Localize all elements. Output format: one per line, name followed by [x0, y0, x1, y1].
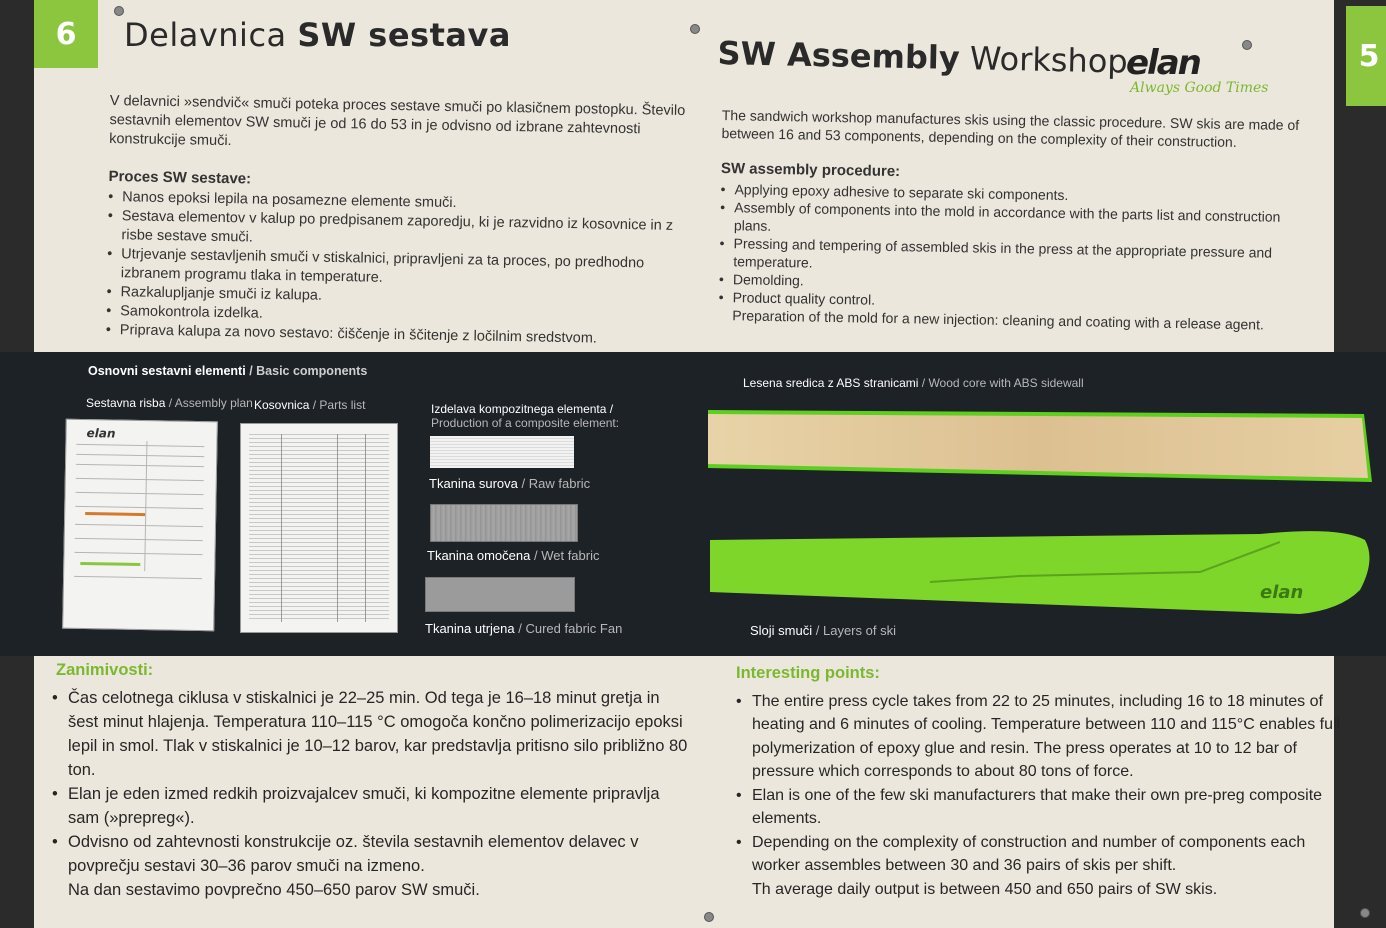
ski-layers-caption: Sloji smuči / Layers of ski: [750, 623, 896, 638]
procedure-title-en: SW assembly procedure:: [720, 159, 901, 181]
assembly-plan-caption: Sestavna risba / Assembly plan: [86, 396, 253, 410]
list-item: • Applying epoxy adhesive to separate ski components.: [720, 180, 1320, 208]
composite-caption-en: Production of a composite element:: [431, 416, 620, 430]
parts-list-caption: Kosovnica / Parts list: [254, 398, 366, 412]
components-title: Osnovni sestavni elementi / Basic components: [88, 364, 368, 378]
parts-list-caption-sl: Kosovnica: [254, 398, 310, 412]
interesting-points-title-en: Interesting points:: [736, 664, 880, 682]
next-panel-number-badge: 5: [1346, 6, 1386, 106]
procedure-title-sl: Proces SW sestave:: [108, 167, 252, 188]
intro-sl: V delavnici »sendvič« smuči poteka proces sestave smuči po klasičnem postopku. Število sestavnih elementov SW smuči je od 16 do 53 in je odvisno od izbrane zahtevnosti konstrukcije smuči.: [109, 92, 686, 150]
mounting-screw: [704, 912, 714, 922]
description-slovenian: [106, 92, 690, 350]
parts-list-sheet: [240, 423, 398, 633]
title-sl-bold: SW sestava: [297, 16, 511, 54]
raw-fabric-caption-sl: Tkanina surova: [429, 476, 518, 491]
list-item: • Čas celotnega ciklusa v stiskalnici je 22–25 min. Od tega je 16–18 minut gretja in šest minut hlajenja. Temperatura 110–115 °C omogoča končno polimerizacijo epoksi lepil in smol. Tlak v stiskalnici je 10–12 barov, kar predstavlja pritisno silo približno 80 ton.: [50, 686, 690, 782]
interesting-points-slovenian: [50, 658, 690, 902]
elan-logo-tagline: Always Good Times: [1130, 80, 1269, 96]
list-item: • Odvisno od zahtevnosti konstrukcije oz. števila sestavnih elementov delavec v povprečju sestavi 30–36 parov smuči na izmeno.: [50, 830, 690, 878]
raw-fabric-swatch: [430, 436, 574, 468]
mounting-screw: [1242, 40, 1252, 50]
list-item: • Razkalupljanje smuči iz kalupa.: [106, 283, 686, 312]
mounting-screw: [114, 6, 124, 16]
elan-logo-word: elan: [1126, 43, 1200, 83]
interesting-list-en: [734, 690, 1354, 902]
ski-layers-caption-en: Layers of ski: [822, 623, 896, 638]
components-title-sl: Osnovni sestavni elementi: [88, 364, 246, 378]
assembly-plan-sheet: [62, 419, 218, 632]
interesting-list-sl: [50, 686, 690, 902]
assembly-plan-caption-en: Assembly plan: [174, 396, 253, 410]
title-english: [717, 34, 1128, 81]
list-item: • Depending on the complexity of construction and number of components each worker assembles between 30 and 36 pairs of skis per shift.: [734, 831, 1354, 878]
parts-list-caption-en: Parts list: [319, 398, 366, 412]
title-en-light: Workshop: [969, 39, 1129, 81]
procedure-list-en: [718, 180, 1320, 334]
list-item: • Nanos epoksi lepila na posamezne elemente smuči.: [108, 188, 688, 217]
cured-fabric-caption: Tkanina utrjena / Cured fabric Fan: [425, 621, 623, 636]
wet-fabric-caption: Tkanina omočena / Wet fabric: [427, 548, 600, 563]
list-item: • Utrjevanje sestavljenih smuči v stiskalnici, pripravljeni za ta proces, po predhodno izbranem programu tlaka in temperature.: [107, 245, 688, 293]
procedure-list-sl: [106, 188, 689, 350]
composite-caption-sl: Izdelava kompozitnega elementa /: [431, 402, 614, 416]
panel-number-badge: 6: [34, 0, 98, 68]
description-english: [718, 106, 1322, 334]
elan-logo: [1126, 43, 1276, 96]
list-item: • Elan je eden izmed redkih proizvajalcev smuči, ki kompozitne elemente pripravlja sam (»prepreg«).: [50, 782, 690, 830]
wood-core-caption: Lesena sredica z ABS stranicami / Wood core with ABS sidewall: [743, 376, 1084, 390]
cured-fabric-caption-en: Cured fabric Fan: [525, 621, 623, 636]
list-item: • Pressing and tempering of assembled skis in the press at the appropriate pressure and temperature.: [719, 234, 1320, 280]
wet-fabric-caption-sl: Tkanina omočena: [427, 548, 531, 563]
wood-core-shape: [708, 410, 1372, 482]
wood-core-caption-en: Wood core with ABS sidewall: [928, 376, 1084, 390]
ski-logo: elan: [1260, 582, 1304, 603]
cured-fabric-caption-sl: Tkanina utrjena: [425, 621, 515, 636]
list-item: • Sestava elementov v kalup po predpisanem zaporedju, ki je razvidno iz kosovnice in z risbe sestave smuči.: [107, 207, 688, 255]
mounting-screw: [690, 24, 700, 34]
title-en-bold: SW Assembly: [717, 34, 961, 78]
ski-illustration: [700, 400, 1376, 620]
title-sl-light: Delavnica: [124, 16, 287, 54]
list-item: • Demolding.: [719, 270, 1319, 298]
list-item: Preparation of the mold for a new injection: cleaning and coating with a release agent.: [732, 307, 1264, 333]
list-item: Th average daily output is between 450 and 650 pairs of SW skis.: [752, 880, 1218, 898]
list-item: • Elan is one of the few ski manufacturers that make their own pre-preg composite elements.: [734, 784, 1354, 831]
assembly-plan-caption-sl: Sestavna risba: [86, 396, 166, 410]
interesting-points-english: [734, 662, 1354, 901]
title-slovenian: [124, 16, 511, 54]
intro-en: The sandwich workshop manufactures skis using the classic procedure. SW skis are made of between 16 and 53 components, depending on the complexity of their construction.: [721, 106, 1300, 150]
ski-layers-caption-sl: Sloji smuči: [750, 623, 813, 638]
list-item: • Priprava kalupa za novo sestavo: čiščenje in ščitenje z ločilnim sredstvom.: [106, 321, 686, 350]
wood-core-caption-sl: Lesena sredica z ABS stranicami: [743, 376, 919, 390]
composite-caption: [431, 402, 619, 430]
raw-fabric-caption: Tkanina surova / Raw fabric: [429, 476, 591, 491]
interesting-points-title-sl: Zanimivosti:: [56, 661, 154, 679]
cured-fabric-swatch: [425, 577, 575, 612]
raw-fabric-caption-en: Raw fabric: [528, 476, 591, 491]
mounting-screw: [1360, 908, 1370, 918]
wet-fabric-swatch: [430, 504, 578, 542]
wet-fabric-caption-en: Wet fabric: [541, 548, 600, 563]
list-item: • Samokontrola izdelka.: [106, 302, 686, 331]
list-item: • Assembly of components into the mold in accordance with the parts list and construction plans.: [720, 198, 1321, 244]
list-item: • The entire press cycle takes from 22 to 25 minutes, including 16 to 18 minutes of heating and 6 minutes of cooling. Temperature between 110 and 115°C enables full polymerization of epoxy glue and resin. The press operates at 10 to 12 bar of pressure which corresponds to about 80 tons of force.: [734, 690, 1354, 784]
list-item: • Product quality control.: [719, 288, 1319, 316]
components-title-en: Basic components: [256, 364, 368, 378]
sheet-logo: elan: [86, 426, 116, 441]
list-item: Na dan sestavimo povprečno 450–650 parov SW smuči.: [68, 881, 480, 899]
